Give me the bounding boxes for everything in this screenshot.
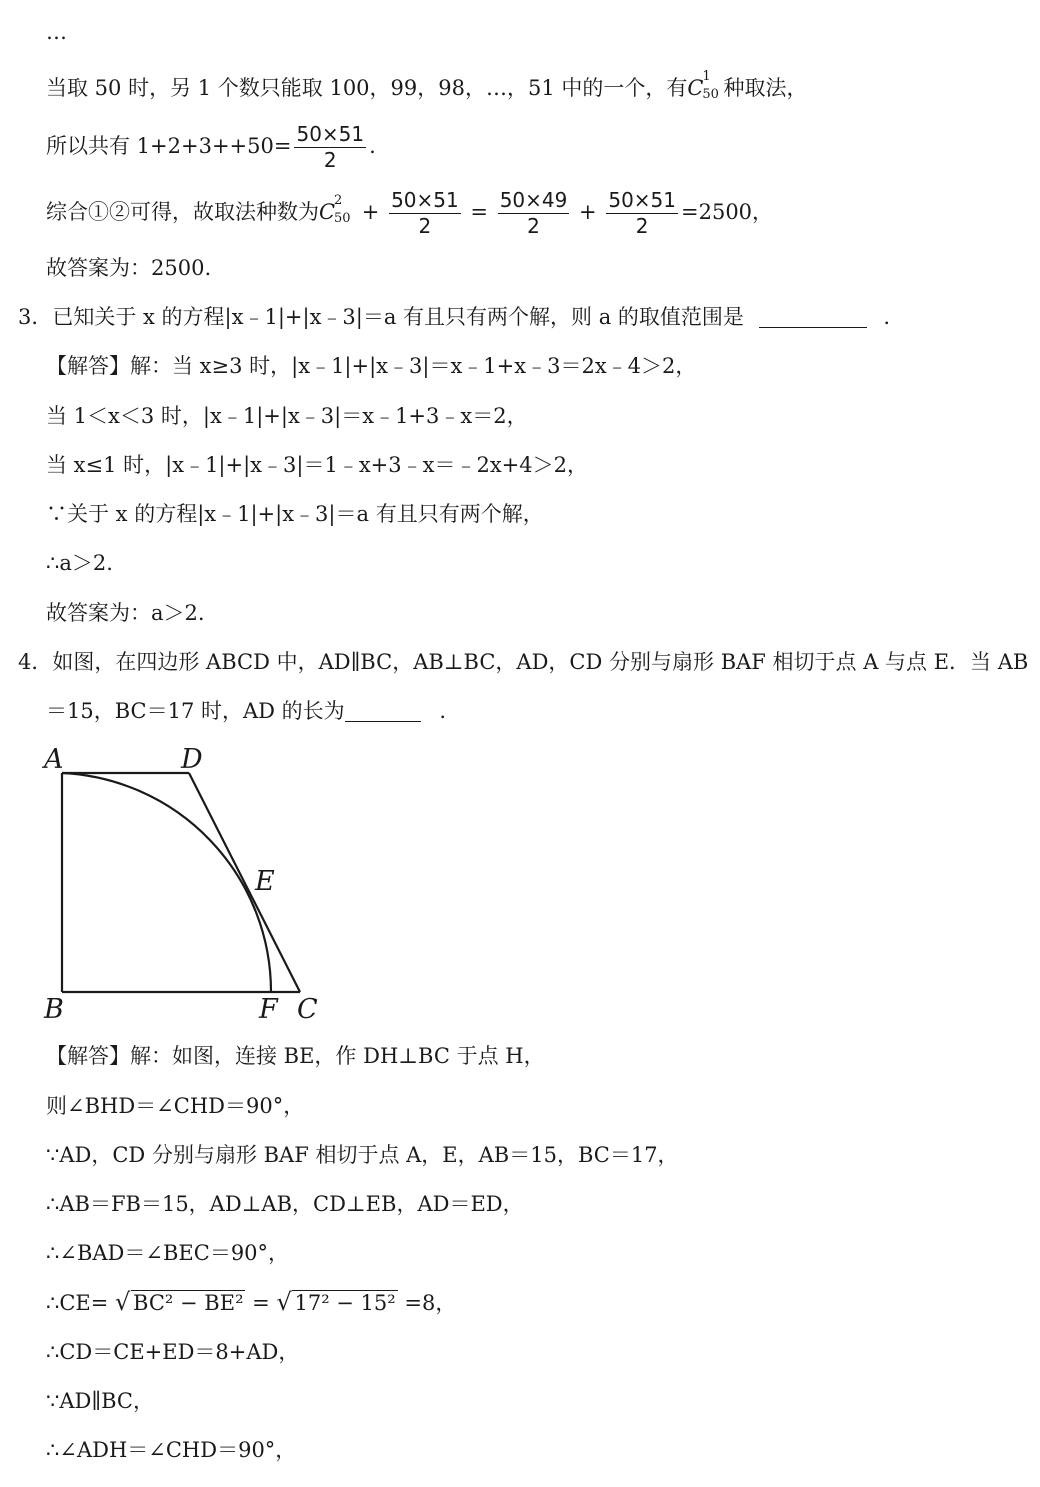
text-segment: . xyxy=(883,305,890,329)
solution-line: 当 1＜x＜3 时，|x﹣1|+|x﹣3|＝x﹣1+3﹣x＝2， xyxy=(46,404,528,428)
square-root: √ 17² − 15² xyxy=(276,1288,396,1316)
answer-blank xyxy=(759,327,867,328)
operator: + xyxy=(361,200,380,224)
solution-line: ∴a＞2. xyxy=(46,551,113,575)
text-segment: ∴CE= xyxy=(46,1291,109,1315)
solution-line: ∴CD＝CE+ED＝8+AD， xyxy=(46,1340,300,1364)
solution-line: 【解答】解：当 x≥3 时，|x﹣1|+|x﹣3|＝x﹣1+x﹣3＝2x﹣4＞2， xyxy=(46,354,697,378)
operator: = xyxy=(252,1291,270,1315)
fraction: $\frac{50\times 51}{2}$ xyxy=(391,188,459,238)
operator: + xyxy=(579,200,597,224)
arc-af xyxy=(62,773,271,992)
question-4: 4．如图，在四边形 ABCD 中，AD∥BC，AB⊥BC，AD，CD 分别与扇形 BAF 相切于点 A 与点 E．当 AB xyxy=(18,650,1029,674)
solution-line: 当 x≤1 时，|x﹣1|+|x﹣3|＝1﹣x+3﹣x＝﹣2x+4＞2， xyxy=(46,453,588,477)
solution-line: ∴∠ADH＝∠CHD＝90°， xyxy=(46,1438,297,1462)
solution-line: 【解答】解：如图，连接 BE，作 DH⊥BC 于点 H， xyxy=(46,1044,545,1068)
text-segment: . xyxy=(439,699,447,723)
text-segment: 当取 50 时，另 1 个数只能取 100，99，98，…，51 中的一个，有 xyxy=(46,76,688,100)
text-line-choose-50 xyxy=(46,69,808,102)
label-e: E xyxy=(255,866,275,897)
question-4-continued xyxy=(46,701,446,722)
answer-2500: 故答案为：2500. xyxy=(46,256,212,280)
text-segment: =2500， xyxy=(681,200,774,224)
label-a: A xyxy=(44,744,64,775)
segment-dc xyxy=(189,773,300,992)
text-segment: 所以共有 1+2+3++50= xyxy=(46,134,292,158)
text-segment: 种取法， xyxy=(723,76,808,100)
solution-line: ∴∠BAD＝∠BEC＝90°， xyxy=(46,1241,290,1265)
operator: = xyxy=(470,200,489,224)
label-d: D xyxy=(181,744,203,775)
solution-line: 故答案为：a＞2. xyxy=(46,601,205,625)
solution-line: 则∠BHD＝∠CHD＝90°， xyxy=(46,1094,305,1118)
fraction: $\frac{50\times 49}{2}$ xyxy=(499,188,568,238)
solution-line: ∵AD∥BC， xyxy=(46,1389,154,1413)
solution-line: ∵AD，CD 分别与扇形 BAF 相切于点 A，E，AB＝15，BC＝17， xyxy=(46,1143,679,1167)
solution-line-sqrt xyxy=(46,1288,457,1316)
question-3 xyxy=(18,307,890,328)
fraction: $\frac{50\times 51}{2}$ xyxy=(608,188,676,238)
text-segment: ＝15，BC＝17 时，AD 的长为 xyxy=(46,699,345,723)
geometry-figure xyxy=(40,740,340,1035)
combination-c-50-2: C 2 50 xyxy=(319,193,351,226)
text-line-combined xyxy=(46,190,773,237)
solution-line: ∵关于 x 的方程|x﹣1|+|x﹣3|＝a 有且只有两个解， xyxy=(46,502,544,526)
fraction: $\frac{50\times 51}{2}$ xyxy=(296,122,365,172)
question-3-text: 3．已知关于 x 的方程|x﹣1|+|x﹣3|＝a 有且只有两个解，则 a 的取值范围是 xyxy=(18,305,744,329)
text-segment: . xyxy=(369,134,376,158)
text-line-sum xyxy=(46,124,376,171)
label-f: F xyxy=(259,994,278,1025)
square-root: √ BC² − BE² xyxy=(115,1288,244,1316)
combination-c-50-1: C 1 50 xyxy=(687,69,719,102)
label-c: C xyxy=(297,994,318,1025)
text-segment: 综合①②可得，故取法种数为 xyxy=(46,200,319,224)
label-b: B xyxy=(44,994,64,1025)
answer-blank xyxy=(345,721,421,722)
text-segment: =8， xyxy=(404,1291,457,1315)
ellipsis: … xyxy=(46,20,67,44)
solution-line: ∴AB＝FB＝15，AD⊥AB，CD⊥EB，AD＝ED， xyxy=(46,1192,524,1216)
